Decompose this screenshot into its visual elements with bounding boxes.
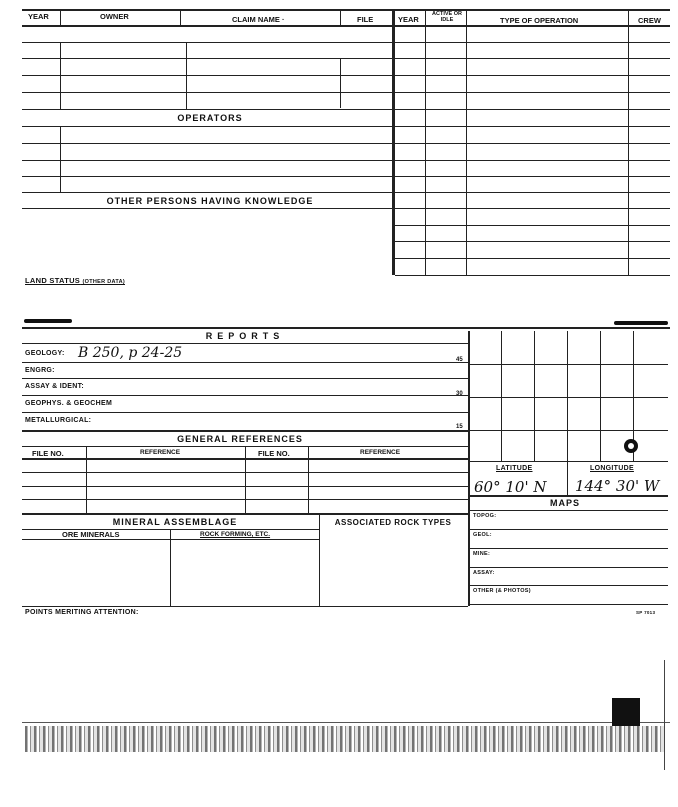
form-number: SP 7013: [636, 610, 656, 615]
scan-noise-band: [25, 726, 665, 752]
location-marker-icon: [624, 439, 638, 453]
assay-ident-label: ASSAY & IDENT:: [25, 383, 85, 390]
reports-title: REPORTS: [205, 331, 285, 341]
header-year: YEAR: [28, 12, 49, 21]
maps-mine: MINE:: [473, 551, 491, 557]
longitude-label: LONGITUDE: [590, 465, 634, 472]
header-active-idle: ACTIVE OR IDLE: [432, 11, 462, 23]
longitude-value: 144° 30' W: [575, 477, 660, 495]
margin-number-45: 45: [456, 357, 463, 363]
reports-top-bar-right: [614, 321, 668, 325]
header-type-of-operation: TYPE OF OPERATION: [500, 16, 579, 25]
maps-other-photos: OTHER (& PHOTOS): [473, 588, 531, 594]
associated-rock-types: ASSOCIATED ROCK TYPES: [334, 518, 452, 527]
maps-title: MAPS: [549, 498, 580, 508]
other-persons-heading: OTHER PERSONS HAVING KNOWLEDGE: [106, 196, 314, 206]
gr-col-reference-2: REFERENCE: [360, 449, 401, 456]
header-owner: OWNER: [100, 12, 129, 21]
maps-topog: TOPOG:: [473, 513, 497, 519]
gr-col-file-no-2: FILE NO.: [258, 449, 290, 458]
geology-label: GEOLOGY:: [25, 350, 65, 357]
margin-number-15: 15: [456, 424, 463, 430]
latitude-value: 60° 10' N: [474, 478, 547, 496]
gr-col-reference-1: REFERENCE: [140, 449, 181, 456]
header-claim-name: CLAIM NAME ·: [232, 15, 285, 24]
margin-number-30: 30: [456, 391, 463, 397]
land-status-label: LAND STATUS (OTHER DATA): [25, 276, 125, 285]
geology-value: B 250, p 24-25: [78, 345, 183, 361]
general-references-title: GENERAL REFERENCES: [177, 434, 303, 444]
geophys-geochem-label: GEOPHYS. & GEOCHEM: [25, 400, 113, 407]
maps-geol: GEOL:: [473, 532, 492, 538]
engrg-label: ENGRG:: [25, 367, 55, 374]
header-file: FILE: [357, 15, 374, 24]
operators-heading: OPERATORS: [177, 113, 243, 123]
maps-assay: ASSAY:: [473, 570, 495, 576]
ore-minerals-header: ORE MINERALS: [62, 530, 120, 539]
header-crew: CREW: [638, 16, 661, 25]
mineral-assemblage-title: MINERAL ASSEMBLAGE: [112, 517, 238, 527]
points-meriting-attention: POINTS MERITING ATTENTION:: [25, 609, 139, 616]
rock-forming-header: ROCK FORMING, ETC.: [200, 531, 271, 538]
latitude-label: LATITUDE: [496, 465, 533, 472]
metallurgical-label: METALLURGICAL:: [25, 417, 92, 424]
scan-black-block: [612, 698, 640, 726]
reports-top-bar-left: [24, 319, 72, 323]
gr-col-file-no-1: FILE NO.: [32, 449, 64, 458]
header-year-2: YEAR: [398, 15, 419, 24]
